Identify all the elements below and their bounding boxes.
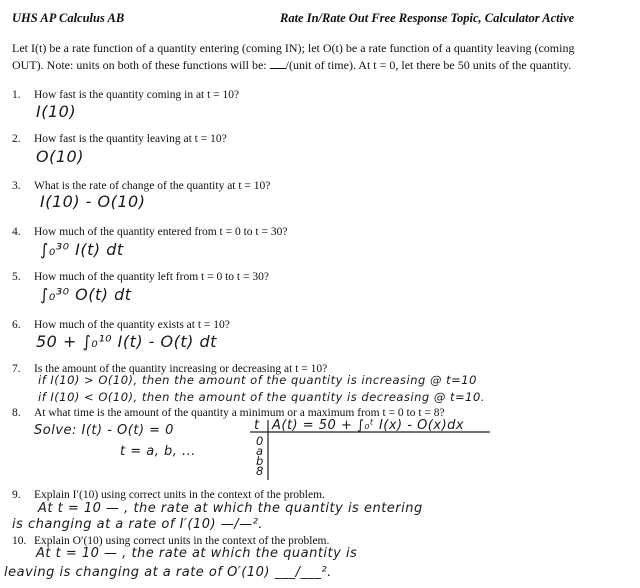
question-8: 8. At what time is the amount of the quantity a minimum or a maximum from t = 0 to t = 8? [12,407,445,419]
intro-line1: Let I(t) be a rate function of a quantity entering (coming IN); let O(t) be a rate function of a quantity leaving (coming [12,41,575,55]
answer-8-line2: t = a, b, ... [120,444,196,459]
answer-2: O(10) [36,147,84,166]
answer-7-line2: if I(10) < O(10), then the amount of the quantity is decreasing @ t=10. [38,390,485,404]
answer-1: I(10) [36,102,77,121]
answer-9-line1: At t = 10 — , the rate at which the quantity is entering [38,501,423,516]
question-6: 6. How much of the quantity exists at t = 10? [12,319,230,331]
answer-3: I(10) - O(10) [40,192,146,211]
table-col-t: t [254,418,260,433]
table-t-b: b [256,454,264,468]
question-2: 2. How fast is the quantity leaving at t = 10? [12,133,227,145]
answer-9-line2: is changing at a rate of I′(10) —/—². [12,517,263,532]
answer-10-line2: leaving is changing at a rate of O′(10) ___/___². [4,565,332,580]
answer-6: 50 + ∫₀¹⁰ I(t) - O(t) dt [36,332,217,351]
question-1: 1. How fast is the quantity coming in at t = 10? [12,89,240,101]
table-col-A: A(t) = 50 + ∫₀ᵗ I(x) - O(x)dx [272,418,465,433]
table-t-0: 0 [256,434,264,448]
question-4: 4. How much of the quantity entered from t = 0 to t = 30? [12,226,288,238]
topic-title: Rate In/Rate Out Free Response Topic, Calculator Active [280,11,575,25]
table-t-8: 8 [256,464,264,478]
answer-10-line1: At t = 10 — , the rate at which the quantity is [36,546,358,561]
answer-4: ∫₀³⁰ I(t) dt [40,240,124,259]
course-title: UHS AP Calculus AB [12,11,125,25]
table-t-a: a [256,444,264,458]
question-10: 10. Explain O′(10) using correct units in the context of the problem. [12,535,330,547]
question-3: 3. What is the rate of change of the quantity at t = 10? [12,180,271,192]
answer-5: ∫₀³⁰ O(t) dt [40,285,132,304]
intro-line2a: OUT). Note: units on both of these functions will be: [12,58,270,72]
answer-8-line1: Solve: I(t) - O(t) = 0 [34,423,174,438]
question-7: 7. Is the amount of the quantity increasing or decreasing at t = 10? [12,363,328,375]
intro-line2b: /(unit of time). At t = 0, let there be 50 units of the quantity. [285,58,572,72]
question-5: 5. How much of the quantity left from t = 0 to t = 30? [12,271,269,283]
question-9: 9. Explain I′(10) using correct units in the context of the problem. [12,489,325,501]
answer-7-line1: if I(10) > O(10), then the amount of the quantity is increasing @ t=10 [38,373,477,387]
